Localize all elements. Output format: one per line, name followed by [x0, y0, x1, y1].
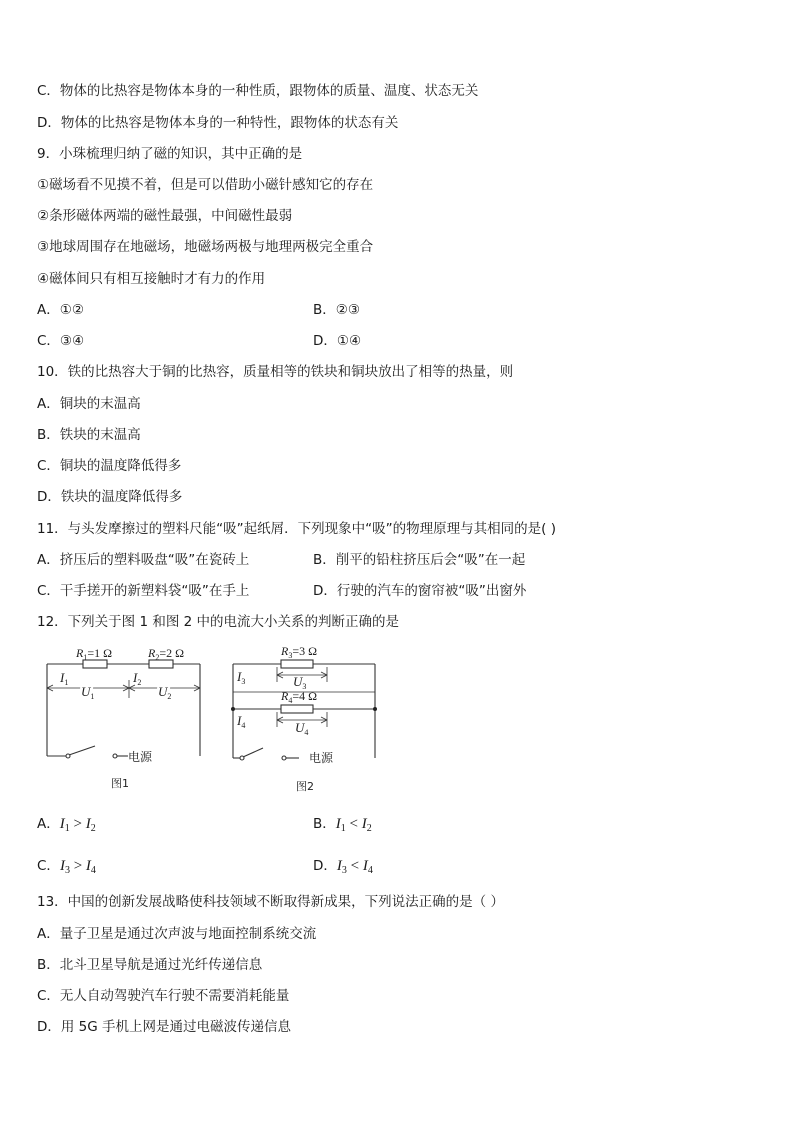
q8-option-c: C．物体的比热容是物体本身的一种性质，跟物体的质量、温度、状态无关	[37, 83, 479, 99]
svg-text:R3=3 Ω	[280, 644, 317, 660]
r2-symbol: R	[148, 646, 156, 660]
q9-option-d: D．①④	[313, 333, 362, 349]
q13-stem: 13．中国的创新发展战略使科技领域不断取得新成果，下列说法正确的是（ ）	[37, 894, 504, 910]
q11-option-d: D．行驶的汽车的窗帘被“吸”出窗外	[313, 583, 527, 599]
q13-option-d: D．用 5G 手机上网是通过电磁波传递信息	[37, 1019, 292, 1035]
svg-text:U4	[295, 720, 308, 737]
r3-value: =3 Ω	[292, 644, 318, 658]
q13-option-a: A．量子卫星是通过次声波与地面控制系统交流	[37, 926, 317, 942]
i3-symbol: I	[237, 669, 242, 684]
u1-symbol: U	[81, 684, 91, 699]
u1-subscript: 1	[90, 692, 95, 701]
u2-symbol: U	[158, 684, 168, 699]
r2-subscript: 2	[155, 653, 160, 662]
q9-statement-2: ②条形磁体两端的磁性最强，中间磁性最弱	[37, 208, 293, 224]
u4-symbol: U	[295, 720, 305, 735]
r3-subscript: 3	[288, 651, 293, 660]
q12-stem: 12．下列关于图 1 和图 2 中的电流大小关系的判断正确的是	[37, 614, 400, 630]
r1-value: =1 Ω	[87, 646, 113, 660]
u4-subscript: 4	[304, 728, 309, 737]
power-source-label-2: 电源	[309, 751, 334, 765]
svg-text:I1	[59, 670, 68, 687]
figure-1-series-circuit	[38, 640, 218, 800]
q10-option-d: D．铁块的温度降低得多	[37, 489, 183, 505]
i4-symbol: I	[237, 713, 242, 728]
q11-option-c: C．干手搓开的新塑料袋“吸”在手上	[37, 583, 250, 599]
figure-2-parallel-circuit	[225, 638, 385, 798]
q9-statement-1: ①磁场看不见摸不着，但是可以借助小磁针感知它的存在	[37, 177, 374, 193]
i4-subscript: 4	[241, 721, 246, 730]
r1-subscript: 1	[83, 653, 88, 662]
svg-text:I2	[132, 670, 141, 687]
i3-subscript: 3	[241, 677, 246, 686]
q11-option-a: A．挤压后的塑料吸盘“吸”在瓷砖上	[37, 552, 250, 568]
q9-option-a: A．①②	[37, 302, 84, 318]
svg-text:U1	[81, 684, 94, 701]
q10-stem: 10．铁的比热容大于铜的比热容，质量相等的铁块和铜块放出了相等的热量，则	[37, 364, 514, 380]
svg-text:R2=2 Ω	[147, 646, 184, 662]
q12-option-a: A．$I_1 > I_2$	[37, 816, 96, 834]
r2-value: =2 Ω	[159, 646, 185, 660]
q11-option-b: B．削平的铅柱挤压后会“吸”在一起	[313, 552, 526, 568]
q13-option-c: C．无人自动驾驶汽车行驶不需要消耗能量	[37, 988, 290, 1004]
q13-option-b: B．北斗卫星导航是通过光纤传递信息	[37, 957, 263, 973]
q9-option-c: C．③④	[37, 333, 85, 349]
q8-option-d: D．物体的比热容是物体本身的一种特性，跟物体的状态有关	[37, 115, 399, 131]
q10-option-c: C．铜块的温度降低得多	[37, 458, 182, 474]
q10-option-a: A．铜块的末温高	[37, 396, 141, 412]
q12-option-c: C．$I_3 > I_4$	[37, 858, 96, 876]
svg-text:U2	[158, 684, 171, 701]
svg-text:I3	[236, 669, 245, 686]
r4-value: =4 Ω	[292, 689, 318, 703]
q12-option-d: D．$I_3 < I_4$	[313, 858, 373, 876]
q9-statement-4: ④磁体间只有相互接触时才有力的作用	[37, 271, 266, 287]
svg-text:U3	[293, 674, 306, 691]
figure-1-caption: 图1	[111, 777, 129, 790]
q11-stem: 11．与头发摩擦过的塑料尺能“吸”起纸屑．下列现象中“吸”的物理原理与其相同的是( )	[37, 521, 556, 537]
r3-symbol: R	[281, 644, 289, 658]
r1-symbol: R	[76, 646, 84, 660]
r4-symbol: R	[281, 689, 289, 703]
i2-symbol: I	[133, 670, 138, 685]
i1-symbol: I	[60, 670, 65, 685]
u2-subscript: 2	[167, 692, 172, 701]
svg-text:I4	[236, 713, 245, 730]
q9-stem: 9．小珠梳理归纳了磁的知识，其中正确的是	[37, 146, 303, 162]
i2-subscript: 2	[137, 678, 142, 687]
q9-statement-3: ③地球周围存在地磁场，地磁场两极与地理两极完全重合	[37, 239, 374, 255]
r4-subscript: 4	[288, 696, 293, 705]
u3-symbol: U	[293, 674, 303, 689]
svg-text:R4=4 Ω	[280, 689, 317, 705]
i1-subscript: 1	[64, 678, 69, 687]
figure-2-caption: 图2	[296, 780, 314, 793]
q9-option-b: B．②③	[313, 302, 360, 318]
q12-option-b: B．$I_1 < I_2$	[313, 816, 372, 834]
q10-option-b: B．铁块的末温高	[37, 427, 141, 443]
power-source-label-1: 电源	[128, 750, 153, 764]
svg-text:R1=1 Ω	[75, 646, 112, 662]
u3-subscript: 3	[302, 682, 307, 691]
